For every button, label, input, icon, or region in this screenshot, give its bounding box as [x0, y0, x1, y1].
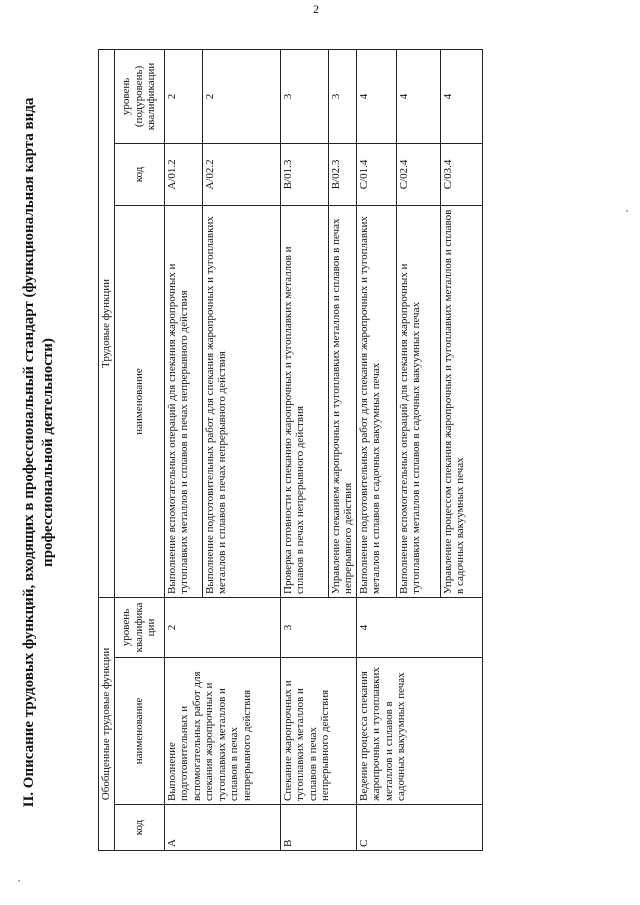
- function-name: Проверка готовности к спеканию жаропрочных и тугоплавких металлов и сплавов в печах непрерывного действия: [280, 205, 328, 597]
- function-name: Выполнение вспомогательных операций для спекания жаропрочных и тугоплавких металлов и сплавов в печах непрерывного действия: [164, 205, 202, 597]
- function-name: Выполнение подготовительных работ для спекания жаропрочных и тугоплавких металлов и сплавов в садочных вакуумных печах: [356, 205, 396, 597]
- tf-name-header: наименование: [114, 205, 164, 597]
- page-number: 2: [313, 2, 319, 16]
- function-level: 3: [328, 49, 356, 143]
- column-header-row: [114, 49, 164, 850]
- generalized-functions-header: Обобщенные трудовые функции: [99, 597, 115, 850]
- function-level: 4: [396, 49, 440, 143]
- group-name: Выполнение подготовительных и вспомогательных работ для спекания жаропрочных и тугоплавких металлов и сплавов в печах непрерывного действия: [164, 658, 280, 805]
- function-name: Выполнение вспомогательных операций для спекания жаропрочных и тугоплавких металлов и сплавов в садочных вакуумных печах: [396, 205, 440, 597]
- function-level: 4: [440, 49, 482, 143]
- functional-map-table: [98, 49, 483, 851]
- tf-level-header: уровень (подуровень) квалификации: [114, 49, 164, 143]
- function-code: В/02.3: [328, 143, 356, 205]
- table-row: [356, 49, 396, 850]
- function-level: 2: [164, 49, 202, 143]
- function-level: 2: [202, 49, 280, 143]
- code-header: код: [114, 805, 164, 851]
- group-header-row: [99, 49, 115, 850]
- table-row: [164, 49, 202, 850]
- level-header: уровень квалификации: [114, 597, 164, 657]
- scan-speck: [626, 210, 628, 212]
- function-name: Управление процессом спекания жаропрочных и тугоплавких металлов и сплавов в садочных вакуумных печах: [440, 205, 482, 597]
- group-name: Спекание жаропрочных и тугоплавких металлов и сплавов в печах непрерывного действия: [280, 658, 356, 805]
- group-level: 2: [164, 597, 280, 657]
- name-header: наименование: [114, 658, 164, 805]
- group-code: В: [280, 805, 356, 851]
- group-level: 3: [280, 597, 356, 657]
- function-name: Управление спеканием жаропрочных и тугоплавких металлов и сплавов в печах непрерывного действия: [328, 205, 356, 597]
- function-code: С/03.4: [440, 143, 482, 205]
- group-name: Ведение процесса спекания жаропрочных и тугоплавких металлов и сплавов в садочных вакуумных печах: [356, 658, 482, 805]
- scan-speck: [18, 880, 20, 882]
- group-code: С: [356, 805, 482, 851]
- group-level: 4: [356, 597, 482, 657]
- table-row: [280, 49, 328, 850]
- tf-code-header: код: [114, 143, 164, 205]
- function-level: 4: [356, 49, 396, 143]
- function-level: 3: [280, 49, 328, 143]
- section-heading-continued: профессиональной деятельности): [40, 338, 56, 567]
- section-heading: II. Описание трудовых функций, входящих в профессиональный стандарт (функциональная карта вида: [21, 97, 37, 808]
- function-code: С/01.4: [356, 143, 396, 205]
- function-code: А/02.2: [202, 143, 280, 205]
- function-code: А/01.2: [164, 143, 202, 205]
- labor-functions-header: Трудовые функции: [99, 49, 115, 597]
- function-code: В/01.3: [280, 143, 328, 205]
- function-code: С/02.4: [396, 143, 440, 205]
- function-name: Выполнение подготовительных работ для спекания жаропрочных и тугоплавких металлов и сплавов в печах непрерывного действия: [202, 205, 280, 597]
- group-code: А: [164, 805, 280, 851]
